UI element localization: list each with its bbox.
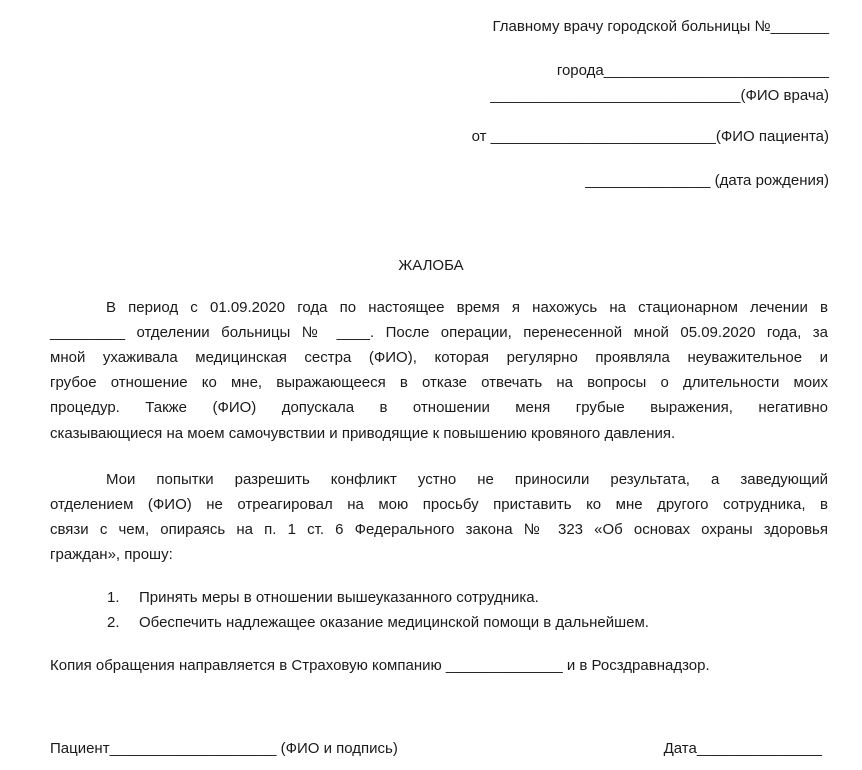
document-title: ЖАЛОБА: [398, 257, 464, 274]
list-item-text: Принять меры в отношении вышеуказанного сотрудника.: [139, 589, 539, 606]
list-item-number: 1.: [107, 589, 120, 606]
addressee-line: Главному врачу городской больницы №_______: [492, 18, 829, 35]
paragraph2-line: граждан», прошу:: [50, 546, 173, 563]
list-item: [107, 613, 649, 633]
city-line: города___________________________: [556, 62, 829, 79]
paragraph1-line: сказывающиеся на моем самочувствии и приводящие к повышению кровяного давления.: [50, 425, 676, 442]
paragraph1-line: мной ухаживала медицинская сестра (ФИО), которая регулярно проявляла неуважительное и: [50, 349, 828, 366]
paragraph1-line: грубое отношение ко мне, выражающееся в отказе отвечать на вопросы о длительности моих: [50, 374, 828, 391]
paragraph1-line: процедур. Также (ФИО) допускала в отношении меня грубые выражения, негативно: [50, 399, 828, 416]
date-line: Дата_______________: [663, 740, 822, 757]
patient-name-line: от ___________________________(ФИО пациента): [471, 128, 829, 145]
paragraph2-line: отделением (ФИО) не отреагировал на мою просьбу приставить ко мне другого сотрудника, в: [50, 496, 828, 513]
list-item: [107, 588, 539, 608]
list-item-text: Обеспечить надлежащее оказание медицинской помощи в дальнейшем.: [139, 614, 649, 631]
paragraph2-line: Мои попытки разрешить конфликт устно не приносили результата, а заведующий: [106, 471, 828, 488]
doctor-name-line: ______________________________(ФИО врача): [490, 87, 829, 104]
patient-signature-line: Пациент____________________ (ФИО и подпись): [50, 740, 398, 757]
paragraph1-line: В период с 01.09.2020 года по настоящее время я нахожусь на стационарном лечении в: [106, 299, 828, 316]
paragraph2-line: связи с чем, опираясь на п. 1 ст. 6 Федерального закона № 323 «Об основах охраны здоровья: [50, 521, 828, 538]
paragraph1-line: _________ отделении больницы № ____. После операции, перенесенной мной 05.09.2020 года, за: [50, 324, 828, 341]
copy-notice: Копия обращения направляется в Страховую компанию ______________ и в Росздравнадзор.: [50, 657, 710, 674]
birth-date-line: _______________ (дата рождения): [585, 172, 829, 189]
list-item-number: 2.: [107, 614, 120, 631]
